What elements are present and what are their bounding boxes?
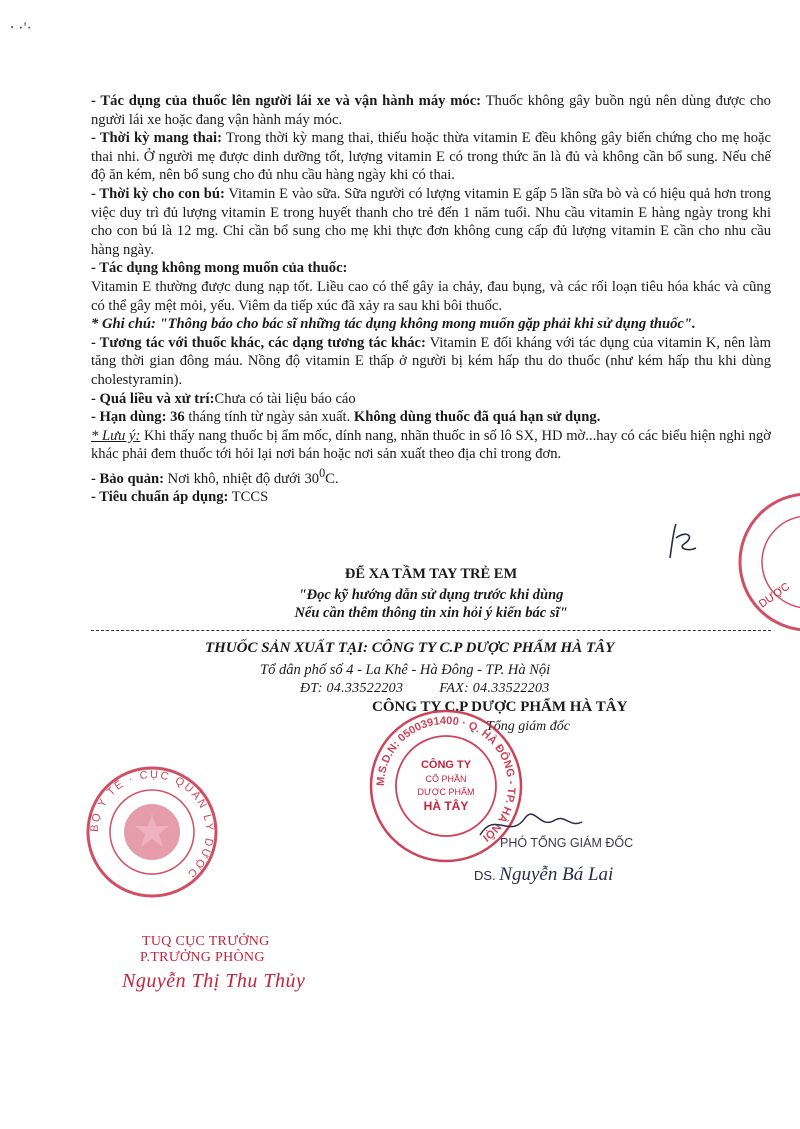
svg-text:HÀ TÂY: HÀ TÂY — [423, 799, 469, 813]
ministry-authority-title: TUQ CỤC TRƯỞNG — [142, 934, 270, 949]
paragraph-caution: * Lưu ý: Khi thấy nang thuốc bị ẩm mốc, dính nang, nhãn thuốc in số lô SX, HD mờ...hay có các biểu hiện nghi ngờ khác phải đem thuốc tới hỏi lại nơi bán hoặc nơi sản xuất theo địa chỉ trong đơn. — [91, 427, 771, 463]
paragraph-storage: - Bảo quản: Nơi khô, nhiệt độ dưới $30^0C$. — [91, 465, 339, 487]
manufacturer-address: Tổ dân phố số 4 - La Khê - Hà Đông - TP. Hà Nội — [260, 662, 551, 678]
dashed-divider — [91, 630, 771, 631]
child-warning: ĐỂ XA TẦM TAY TRẺ EM — [344, 566, 518, 582]
paragraph-shelf-life: - Hạn dùng: 36 tháng tính từ ngày sản xuất. Không dùng thuốc đã quá hạn sử dụng. — [91, 409, 601, 426]
svg-text:M.S.D.N: 0500391400 · Q. HÀ ĐÔ: M.S.D.N: 0500391400 · Q. HÀ ĐÔNG - TP. HÀ NỘI — [374, 714, 518, 844]
director-signature — [470, 800, 590, 850]
signature-company: CÔNG TY C.P DƯỢC PHẨM HÀ TÂY — [372, 699, 628, 715]
paragraph-interactions: - Tương tác với thuốc khác, các dạng tương tác khác: Vitamin E đối kháng với tác dụng của vitamin K, nên làm tăng thời gian đông máu. Nồng độ vitamin E thấp ở người bị kém hấp thu do thuốc (như kém hấp thu khi dùng cholestyramin). — [91, 334, 771, 388]
deputy-director-title: PHÓ TỔNG GIÁM ĐỐC — [500, 836, 634, 850]
emblem-icon — [124, 804, 180, 860]
paragraph-note: * Ghi chú: "Thông báo cho bác sĩ những tác dụng không mong muốn gặp phải khi sử dụng thuốc". — [91, 316, 696, 333]
manufacturer-line: THUỐC SẢN XUẤT TẠI: CÔNG TY C.P DƯỢC PHẨM HÀ TÂY — [205, 640, 615, 656]
svg-text:DƯỢC PHẨM: DƯỢC PHẨM — [417, 787, 475, 797]
initial-scribble — [662, 518, 702, 568]
ministry-stamp — [82, 762, 222, 902]
paragraph-side-effects: Vitamin E thường được dung nạp tốt. Liều cao có thể gây ỉa chảy, đau bụng, và các rối loạn tiêu hóa khác và cũng có thể gây mệt mỏi, yếu. Viêm da tiếp xúc đã xảy ra sau khi bôi thuốc. — [91, 278, 771, 314]
paragraph-driving: - Tác dụng của thuốc lên người lái xe và vận hành máy móc: Thuốc không gây buồn ngủ nên dùng được cho người lái xe hoặc đang vận hành máy móc. — [91, 93, 771, 128]
svg-text:CỔ PHẦN: CỔ PHẦN — [425, 774, 467, 784]
paragraph-standard: - Tiêu chuẩn áp dụng: TCCS — [91, 489, 269, 506]
paragraph-pregnancy: - Thời kỳ mang thai: Trong thời kỳ mang thai, thiếu hoặc thừa vitamin E đều không gây biến chứng cho mẹ hoặc thai nhi. Ở người mẹ được dinh dưỡng tốt, lượng vitamin E có trong thức ăn là đủ và không cần bổ sung. Nếu chế độ ăn kém, nên bổ sung cho đủ nhu cầu hàng ngày khi có thai. — [91, 130, 771, 184]
svg-text:CÔNG TY: CÔNG TY — [420, 759, 472, 771]
ministry-signer-name: Nguyễn Thị Thu Thủy — [122, 970, 306, 992]
scan-speck: ⸱ ·'· — [10, 20, 32, 37]
svg-text:BỘ Y TẾ · CỤC QUẢN LÝ DƯỢC: BỘ Y TẾ · CỤC QUẢN LÝ DƯỢC — [88, 768, 216, 881]
director-title: Tổng giám đốc — [486, 719, 570, 734]
paragraph-breastfeeding: - Thời kỳ cho con bú: Vitamin E vào sữa. Sữa người có lượng vitamin E gấp 5 lần sữa bò và có hiệu quả hơn trong việc duy trì đủ lượng vitamin E trong huyết thanh cho trẻ đến 1 năm tuổi. Nhu cầu vitamin E hàng ngày trong khi cho con bú là 12 mg. Chỉ cần bổ sung cho mẹ khi thực đơn không cung cấp đủ lượng vitamin E cần cho nhu cầu hàng ngày. — [91, 185, 771, 258]
paragraph-overdose: - Quá liều và xử trí:Chưa có tài liệu báo cáo — [91, 390, 356, 407]
corner-stamp — [728, 490, 800, 640]
phone-number: ĐT: 04.33522203 — [300, 681, 404, 696]
signer-name: DS. Nguyễn Bá Lai — [474, 864, 614, 885]
contact-line — [300, 681, 550, 697]
svg-text:DƯỢC: DƯỢC — [756, 580, 793, 611]
leaflet-body — [91, 92, 771, 507]
read-instructions-line2: Nếu cần thêm thông tin xin hỏi ý kiến bác sĩ" — [294, 605, 568, 621]
ministry-deputy-title: P.TRƯỞNG PHÒNG — [140, 950, 265, 965]
read-instructions-line1: "Đọc kỹ hướng dẫn sử dụng trước khi dùng — [298, 587, 564, 603]
paragraph-side-effects-heading: - Tác dụng không mong muốn của thuốc: — [91, 260, 348, 277]
fax-number: FAX: 04.33522203 — [439, 681, 550, 696]
